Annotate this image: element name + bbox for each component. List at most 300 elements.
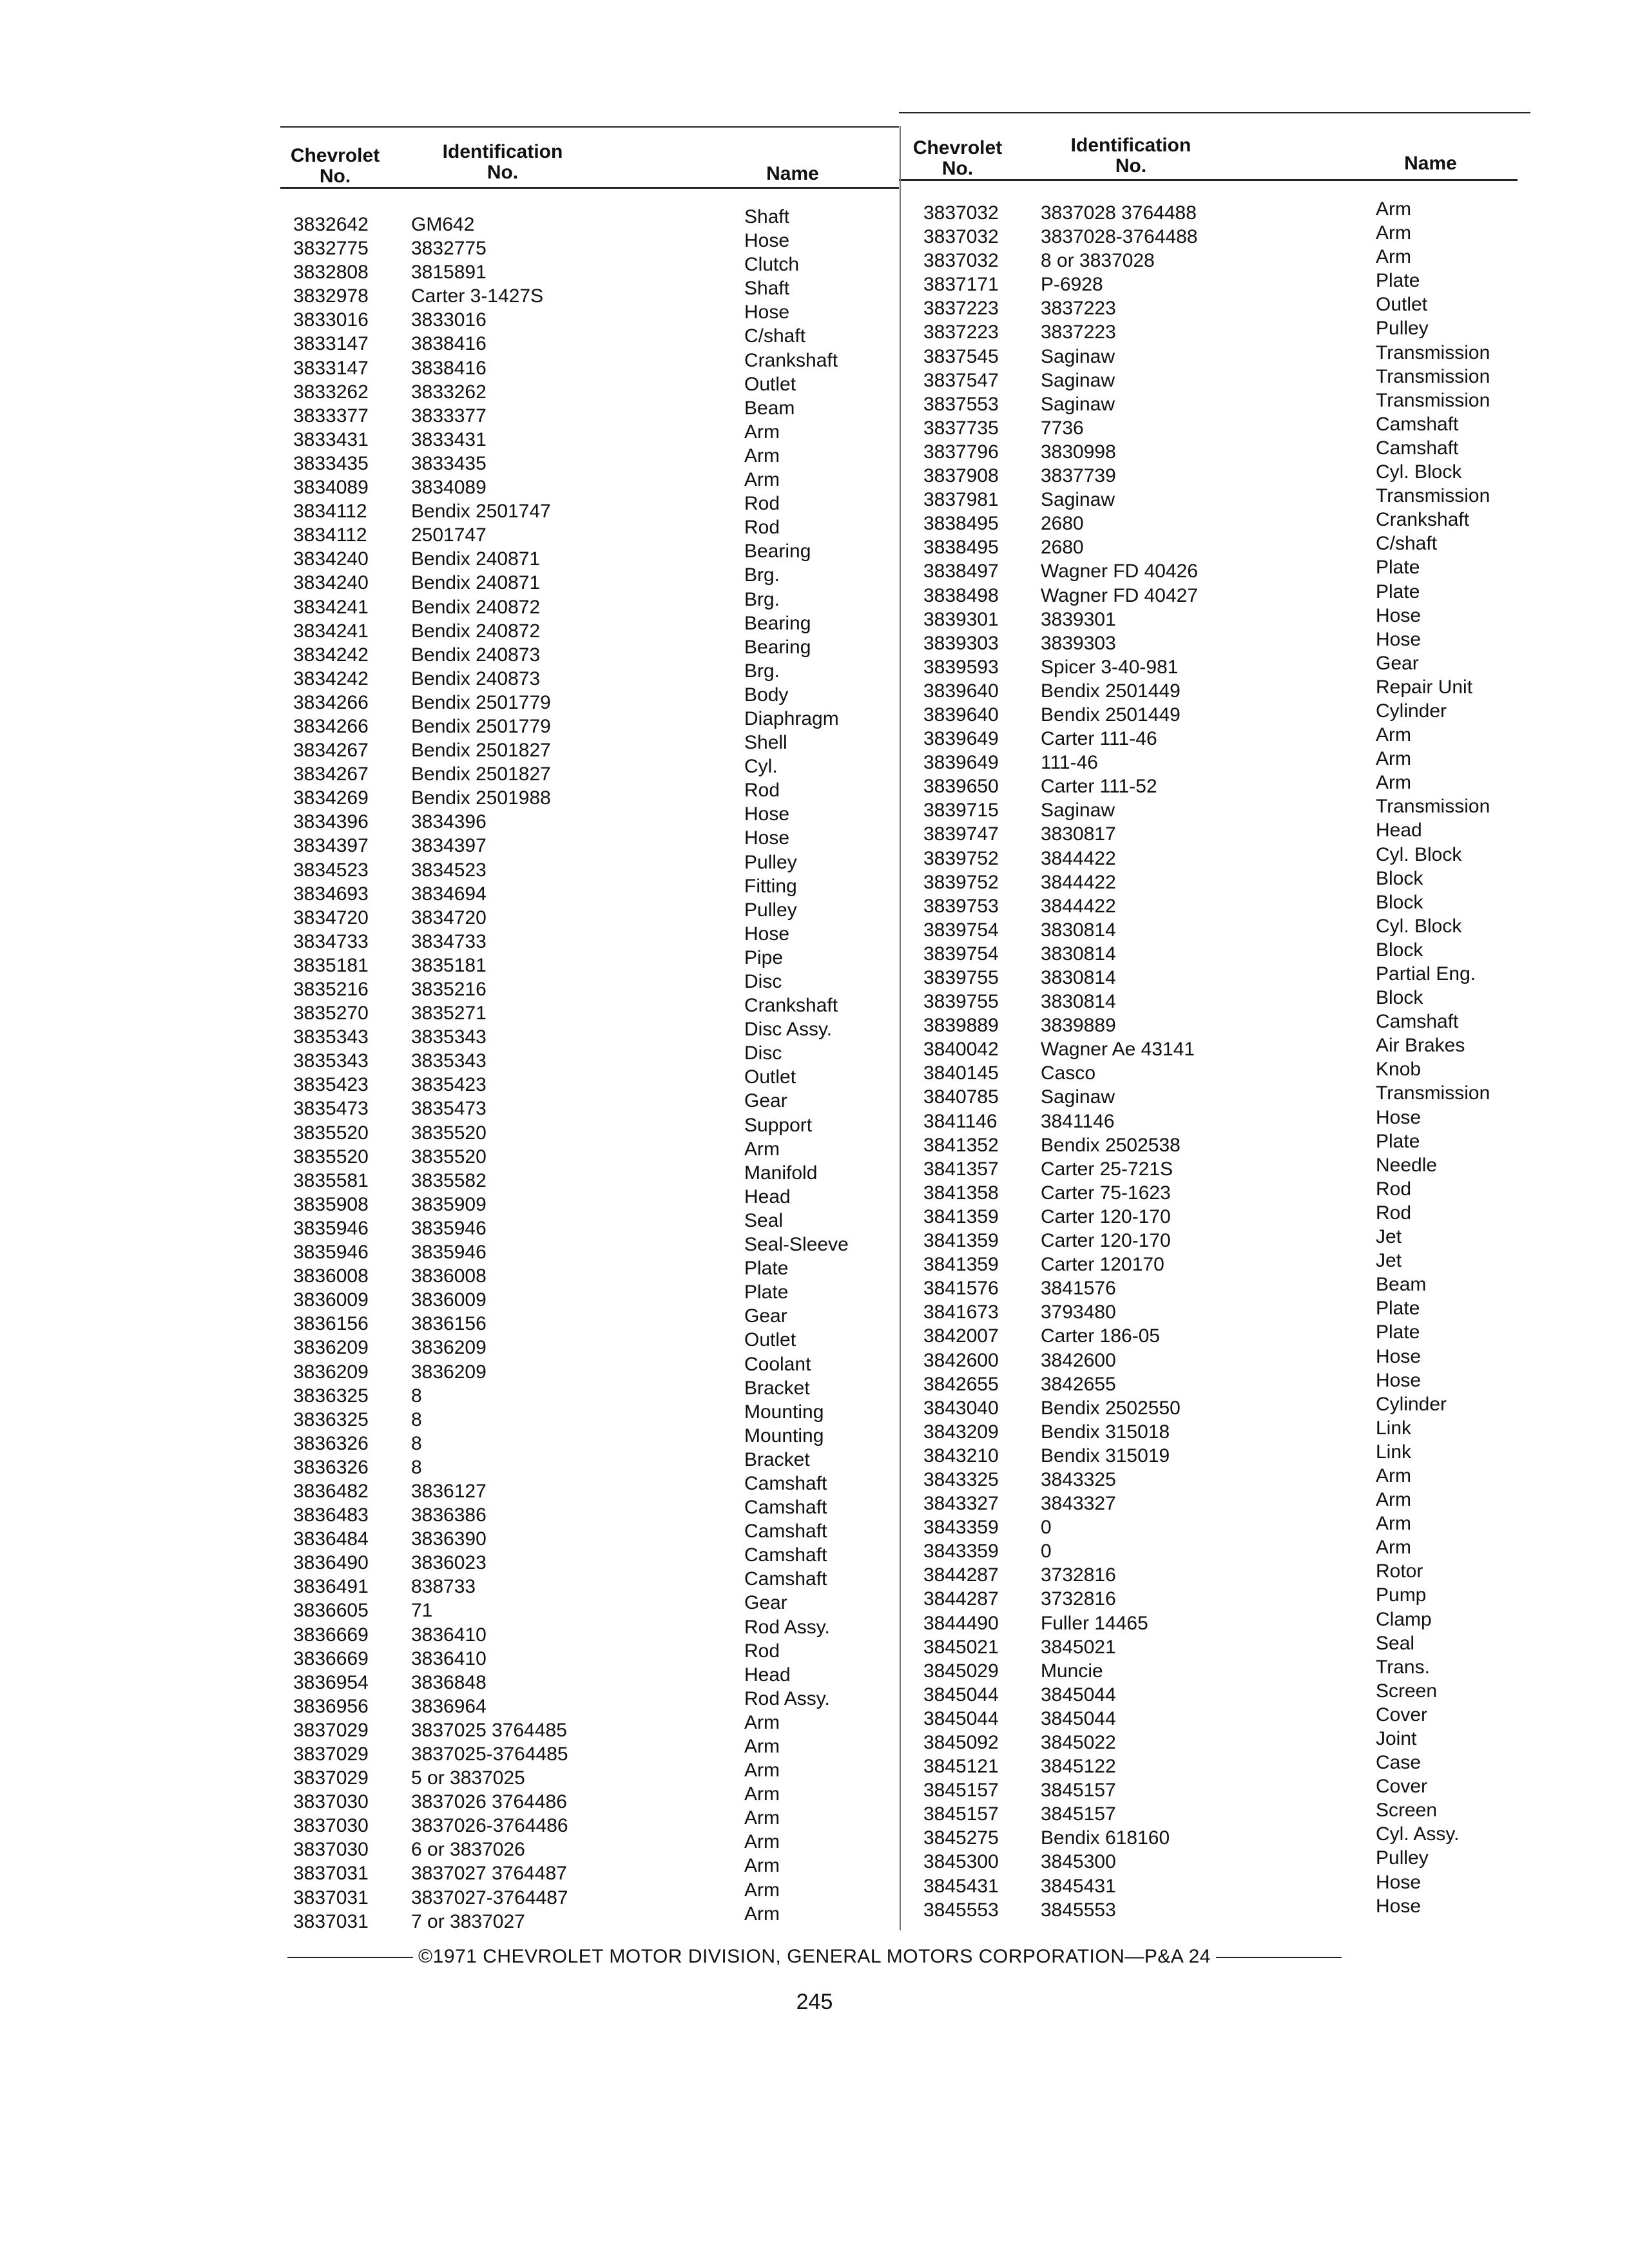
part-name-cell: Rod bbox=[744, 493, 780, 515]
identification-no-cell: 3830814 bbox=[1041, 943, 1116, 965]
chevrolet-no-cell: 3843209 bbox=[923, 1421, 999, 1443]
identification-no-cell: Saginaw bbox=[1041, 345, 1115, 367]
chevrolet-no-cell: 3837981 bbox=[923, 489, 999, 511]
identification-no-cell: Carter 120170 bbox=[1041, 1254, 1164, 1276]
part-name-cell: Coolant bbox=[744, 1353, 811, 1375]
chevrolet-no-cell: 3837908 bbox=[923, 465, 999, 487]
chevrolet-no-cell: 3843359 bbox=[923, 1541, 999, 1562]
chevrolet-no-cell: 3841576 bbox=[923, 1278, 999, 1300]
part-name-cell: Camshaft bbox=[1376, 413, 1459, 435]
left-name-column bbox=[744, 205, 849, 1926]
identification-no-cell: Bendix 2501449 bbox=[1041, 704, 1181, 726]
part-name-cell: Arm bbox=[1376, 1465, 1411, 1486]
identification-no-cell: Wagner Ae 43141 bbox=[1041, 1039, 1195, 1061]
identification-no-cell: 3838416 bbox=[411, 357, 487, 379]
identification-no-cell: 7 or 3837027 bbox=[411, 1910, 525, 1932]
header-right-chevrolet-no bbox=[900, 138, 1016, 179]
chevrolet-no-cell: 3834733 bbox=[293, 930, 369, 952]
identification-no-cell: Carter 111-46 bbox=[1041, 728, 1157, 750]
copyright-text: ©1971 CHEVROLET MOTOR DIVISION, GENERAL MOTORS CORPORATION—P&A 24 bbox=[418, 1946, 1211, 1967]
chevrolet-no-cell: 3838495 bbox=[923, 537, 999, 559]
identification-no-cell: 3732816 bbox=[1041, 1564, 1116, 1586]
chevrolet-no-cell: 3839753 bbox=[923, 895, 999, 917]
identification-no-cell: 3832775 bbox=[411, 238, 487, 260]
part-name-cell: Crankshaft bbox=[1376, 509, 1470, 531]
part-name-cell: Screen bbox=[1376, 1680, 1438, 1702]
chevrolet-no-cell: 3835581 bbox=[293, 1169, 369, 1191]
identification-no-cell: 3835473 bbox=[411, 1098, 487, 1120]
identification-no-cell: P-6928 bbox=[1041, 274, 1103, 296]
identification-no-cell: Bendix 240871 bbox=[411, 572, 541, 594]
part-name-cell: Bearing bbox=[744, 541, 811, 562]
identification-no-cell: 3836209 bbox=[411, 1337, 487, 1359]
identification-no-cell: 3837027-3764487 bbox=[411, 1887, 568, 1908]
chevrolet-no-cell: 3845021 bbox=[923, 1636, 999, 1658]
chevrolet-no-cell: 3840042 bbox=[923, 1039, 999, 1061]
identification-no-cell: 3835582 bbox=[411, 1169, 487, 1191]
identification-no-cell: 3844422 bbox=[1041, 895, 1116, 917]
header-right-identification-no bbox=[1044, 135, 1218, 177]
identification-no-cell: 3835271 bbox=[411, 1003, 487, 1024]
identification-no-cell: Bendix 2501988 bbox=[411, 787, 551, 809]
part-name-cell: Hose bbox=[1376, 628, 1422, 650]
chevrolet-no-cell: 3834267 bbox=[293, 764, 369, 785]
part-name-cell: Bearing bbox=[744, 636, 811, 658]
part-name-cell: Block bbox=[1376, 939, 1423, 961]
chevrolet-no-cell: 3836490 bbox=[293, 1552, 369, 1574]
chevrolet-no-cell: 3837545 bbox=[923, 345, 999, 367]
identification-no-cell: 3833431 bbox=[411, 428, 487, 450]
identification-no-cell: Bendix 240873 bbox=[411, 668, 541, 689]
chevrolet-no-cell: 3836954 bbox=[293, 1671, 369, 1693]
identification-no-cell: 3834396 bbox=[411, 811, 487, 833]
chevrolet-no-cell: 3835908 bbox=[293, 1193, 369, 1215]
identification-no-cell: 3833435 bbox=[411, 452, 487, 474]
chevrolet-no-cell: 3839303 bbox=[923, 632, 999, 654]
identification-no-cell: 3836009 bbox=[411, 1289, 487, 1311]
identification-no-cell: 3838416 bbox=[411, 333, 487, 355]
chevrolet-no-cell: 3837030 bbox=[293, 1815, 369, 1837]
chevrolet-no-cell: 3834240 bbox=[293, 548, 369, 570]
identification-no-cell: Bendix 2502550 bbox=[1041, 1397, 1181, 1419]
part-name-cell: Block bbox=[1376, 987, 1423, 1009]
identification-no-cell: 3845044 bbox=[1041, 1707, 1116, 1729]
identification-no-cell: Saginaw bbox=[1041, 489, 1115, 511]
chevrolet-no-cell: 3836669 bbox=[293, 1624, 369, 1646]
part-name-cell: Arm bbox=[744, 1903, 780, 1925]
identification-no-cell: Carter 120-170 bbox=[1041, 1206, 1171, 1227]
chevrolet-no-cell: 3835343 bbox=[293, 1050, 369, 1072]
identification-no-cell: Carter 3-1427S bbox=[411, 285, 544, 307]
chevrolet-no-cell: 3839650 bbox=[923, 776, 999, 798]
identification-no-cell: 3845553 bbox=[1041, 1899, 1116, 1921]
part-name-cell: Plate bbox=[1376, 581, 1420, 602]
header-text: Chevrolet bbox=[912, 137, 1003, 159]
chevrolet-no-cell: 3834242 bbox=[293, 644, 369, 666]
identification-no-cell: 838733 bbox=[411, 1576, 476, 1598]
header-left-name bbox=[741, 164, 844, 184]
chevrolet-no-cell: 3845157 bbox=[923, 1803, 999, 1825]
identification-no-cell: 3844422 bbox=[1041, 847, 1116, 869]
chevrolet-no-cell: 3837547 bbox=[923, 369, 999, 391]
part-name-cell: Arm bbox=[744, 1736, 780, 1757]
identification-no-cell: 3830814 bbox=[1041, 919, 1116, 941]
identification-no-cell: 7736 bbox=[1041, 417, 1084, 439]
chevrolet-no-cell: 3836209 bbox=[293, 1361, 369, 1383]
identification-no-cell: 3845022 bbox=[1041, 1732, 1116, 1753]
part-name-cell: Cyl. Assy. bbox=[1376, 1823, 1460, 1845]
identification-no-cell: 3845021 bbox=[1041, 1636, 1116, 1658]
part-name-cell: Outlet bbox=[744, 373, 796, 395]
chevrolet-no-cell: 3832775 bbox=[293, 238, 369, 260]
right-name-column bbox=[1376, 197, 1490, 1918]
part-name-cell: Gear bbox=[744, 1305, 787, 1327]
identification-no-cell: Bendix 2501747 bbox=[411, 501, 551, 523]
part-name-cell: Rod bbox=[1376, 1202, 1412, 1224]
part-name-cell: Seal bbox=[1376, 1632, 1415, 1654]
identification-no-cell: Carter 120-170 bbox=[1041, 1230, 1171, 1252]
part-name-cell: Clutch bbox=[744, 254, 800, 276]
chevrolet-no-cell: 3841359 bbox=[923, 1230, 999, 1252]
chevrolet-no-cell: 3841352 bbox=[923, 1134, 999, 1156]
chevrolet-no-cell: 3845157 bbox=[923, 1780, 999, 1802]
chevrolet-no-cell: 3834240 bbox=[293, 572, 369, 594]
part-name-cell: Hose bbox=[1376, 1369, 1422, 1391]
header-text: Chevrolet bbox=[290, 145, 380, 166]
part-name-cell: Manifold bbox=[744, 1162, 818, 1184]
identification-no-cell: Carter 111-52 bbox=[1041, 776, 1157, 798]
part-name-cell: Hose bbox=[1376, 1345, 1422, 1367]
chevrolet-no-cell: 3835520 bbox=[293, 1122, 369, 1144]
part-name-cell: Joint bbox=[1376, 1728, 1417, 1749]
identification-no-cell: 3835909 bbox=[411, 1193, 487, 1215]
part-name-cell: Beam bbox=[1376, 1274, 1427, 1296]
chevrolet-no-cell: 3834112 bbox=[293, 501, 367, 523]
chevrolet-no-cell: 3837031 bbox=[293, 1910, 369, 1932]
part-name-cell: Arm bbox=[744, 445, 780, 466]
chevrolet-no-cell: 3836008 bbox=[293, 1265, 369, 1287]
part-name-cell: Air Brakes bbox=[1376, 1035, 1465, 1057]
part-name-cell: Cyl. Block bbox=[1376, 461, 1462, 483]
identification-no-cell: 3834694 bbox=[411, 883, 487, 905]
identification-no-cell: 3837028-3764488 bbox=[1041, 226, 1198, 248]
identification-no-cell: Bendix 240871 bbox=[411, 548, 541, 570]
chevrolet-no-cell: 3837032 bbox=[923, 250, 999, 272]
identification-no-cell: 3845122 bbox=[1041, 1756, 1116, 1778]
part-name-cell: Plate bbox=[1376, 1298, 1420, 1320]
chevrolet-no-cell: 3834266 bbox=[293, 691, 369, 713]
part-name-cell: Fitting bbox=[744, 875, 797, 897]
part-name-cell: Arm bbox=[1376, 198, 1411, 220]
chevrolet-no-cell: 3837029 bbox=[293, 1744, 369, 1765]
identification-no-cell: 3842600 bbox=[1041, 1349, 1116, 1371]
chevrolet-no-cell: 3837796 bbox=[923, 441, 999, 463]
chevrolet-no-cell: 3835270 bbox=[293, 1003, 369, 1024]
identification-no-cell: 8 bbox=[411, 1432, 422, 1454]
identification-no-cell: 3835343 bbox=[411, 1050, 487, 1072]
chevrolet-no-cell: 3844287 bbox=[923, 1588, 999, 1610]
identification-no-cell: 3837026-3764486 bbox=[411, 1815, 568, 1837]
chevrolet-no-cell: 3839755 bbox=[923, 991, 999, 1013]
part-name-cell: Hose bbox=[1376, 1106, 1422, 1128]
identification-no-cell: 3835946 bbox=[411, 1217, 487, 1239]
chevrolet-no-cell: 3836009 bbox=[293, 1289, 369, 1311]
chevrolet-no-cell: 3832642 bbox=[293, 214, 369, 235]
chevrolet-no-cell: 3841359 bbox=[923, 1254, 999, 1276]
part-name-cell: Rod bbox=[1376, 1178, 1412, 1200]
identification-no-cell: 3830817 bbox=[1041, 823, 1116, 845]
chevrolet-no-cell: 3836484 bbox=[293, 1528, 369, 1550]
chevrolet-no-cell: 3838497 bbox=[923, 561, 999, 582]
identification-no-cell: 3830814 bbox=[1041, 967, 1116, 988]
part-name-cell: Cover bbox=[1376, 1704, 1428, 1725]
chevrolet-no-cell: 3841673 bbox=[923, 1302, 999, 1323]
identification-no-cell: 3836023 bbox=[411, 1552, 487, 1574]
chevrolet-no-cell: 3839889 bbox=[923, 1015, 999, 1037]
identification-no-cell: Bendix 2501449 bbox=[1041, 680, 1181, 702]
identification-no-cell: 3839889 bbox=[1041, 1015, 1116, 1037]
chevrolet-no-cell: 3834693 bbox=[293, 883, 369, 905]
identification-no-cell: 3834397 bbox=[411, 835, 487, 857]
part-name-cell: Pulley bbox=[1376, 318, 1429, 340]
part-name-cell: Trans. bbox=[1376, 1656, 1430, 1678]
chevrolet-no-cell: 3833016 bbox=[293, 309, 369, 331]
part-name-cell: Shaft bbox=[744, 206, 790, 227]
copyright-footer bbox=[0, 1946, 1629, 1968]
chevrolet-no-cell: 3845553 bbox=[923, 1899, 999, 1921]
part-name-cell: Jet bbox=[1376, 1226, 1402, 1248]
part-name-cell: Arm bbox=[1376, 222, 1411, 244]
chevrolet-no-cell: 3841358 bbox=[923, 1182, 999, 1204]
identification-no-cell: 3837025 3764485 bbox=[411, 1719, 567, 1741]
part-name-cell: Brg. bbox=[744, 564, 780, 586]
part-name-cell: Body bbox=[744, 684, 789, 706]
chevrolet-no-cell: 3834241 bbox=[293, 620, 369, 642]
part-name-cell: Brg. bbox=[744, 660, 780, 682]
identification-no-cell: Spicer 3-40-981 bbox=[1041, 656, 1179, 678]
column-divider bbox=[900, 126, 901, 1930]
chevrolet-no-cell: 3834396 bbox=[293, 811, 369, 833]
part-name-cell: Case bbox=[1376, 1752, 1422, 1774]
part-name-cell: Partial Eng. bbox=[1376, 963, 1476, 985]
part-name-cell: Rod Assy. bbox=[744, 1616, 830, 1638]
part-name-cell: Cyl. Block bbox=[1376, 843, 1462, 865]
chevrolet-no-cell: 3833431 bbox=[293, 428, 369, 450]
identification-no-cell: 3835423 bbox=[411, 1074, 487, 1096]
part-name-cell: Arm bbox=[744, 1711, 780, 1733]
chevrolet-no-cell: 3845044 bbox=[923, 1684, 999, 1706]
chevrolet-no-cell: 3839593 bbox=[923, 656, 999, 678]
identification-no-cell: 3835216 bbox=[411, 979, 487, 1000]
header-rule-right bbox=[899, 179, 1518, 181]
identification-no-cell: 3837028 3764488 bbox=[1041, 202, 1197, 224]
identification-no-cell: Carter 186-05 bbox=[1041, 1325, 1161, 1347]
header-text: Name bbox=[1404, 153, 1457, 174]
part-name-cell: Shell bbox=[744, 732, 787, 754]
part-name-cell: Jet bbox=[1376, 1250, 1402, 1272]
identification-no-cell: 3835181 bbox=[411, 954, 487, 976]
footer-rule-right bbox=[1216, 1957, 1342, 1958]
identification-no-cell: 2680 bbox=[1041, 513, 1084, 535]
part-name-cell: Rod bbox=[744, 1640, 780, 1662]
identification-no-cell: 8 bbox=[411, 1456, 422, 1478]
chevrolet-no-cell: 3837553 bbox=[923, 393, 999, 415]
identification-no-cell: 3837026 3764486 bbox=[411, 1791, 567, 1813]
part-name-cell: Transmission bbox=[1376, 341, 1490, 363]
part-name-cell: Camshaft bbox=[744, 1521, 827, 1542]
chevrolet-no-cell: 3837030 bbox=[293, 1839, 369, 1861]
chevrolet-no-cell: 3835343 bbox=[293, 1026, 369, 1048]
chevrolet-no-cell: 3835520 bbox=[293, 1146, 369, 1168]
identification-no-cell: 3834523 bbox=[411, 859, 487, 881]
part-name-cell: Gear bbox=[744, 1090, 787, 1112]
chevrolet-no-cell: 3836669 bbox=[293, 1648, 369, 1669]
part-name-cell: Plate bbox=[744, 1258, 789, 1280]
part-name-cell: Crankshaft bbox=[744, 349, 838, 371]
identification-no-cell: 3837739 bbox=[1041, 465, 1116, 487]
part-name-cell: Transmission bbox=[1376, 389, 1490, 411]
part-name-cell: Hose bbox=[1376, 1895, 1422, 1917]
chevrolet-no-cell: 3843327 bbox=[923, 1493, 999, 1515]
part-name-cell: Link bbox=[1376, 1417, 1412, 1439]
chevrolet-no-cell: 3834269 bbox=[293, 787, 369, 809]
part-name-cell: Arm bbox=[744, 1855, 780, 1877]
chevrolet-no-cell: 3839301 bbox=[923, 608, 999, 630]
identification-no-cell: 3833016 bbox=[411, 309, 487, 331]
identification-no-cell: 8 or 3837028 bbox=[1041, 250, 1155, 272]
chevrolet-no-cell: 3836605 bbox=[293, 1600, 369, 1622]
part-name-cell: Cyl. Block bbox=[1376, 915, 1462, 937]
identification-no-cell: Bendix 315018 bbox=[1041, 1421, 1170, 1443]
part-name-cell: Gear bbox=[1376, 652, 1419, 674]
part-name-cell: Rod Assy. bbox=[744, 1687, 830, 1709]
part-name-cell: Plate bbox=[1376, 270, 1420, 292]
chevrolet-no-cell: 3839747 bbox=[923, 823, 999, 845]
chevrolet-no-cell: 3833147 bbox=[293, 333, 369, 355]
identification-no-cell: 3815891 bbox=[411, 262, 487, 284]
chevrolet-no-cell: 3839754 bbox=[923, 919, 999, 941]
identification-no-cell: Wagner FD 40426 bbox=[1041, 561, 1199, 582]
identification-no-cell: 3835343 bbox=[411, 1026, 487, 1048]
chevrolet-no-cell: 3837032 bbox=[923, 226, 999, 248]
identification-no-cell: 3835946 bbox=[411, 1242, 487, 1264]
chevrolet-no-cell: 3836483 bbox=[293, 1504, 369, 1526]
part-name-cell: Disc Assy. bbox=[744, 1019, 833, 1041]
identification-no-cell: 3836848 bbox=[411, 1671, 487, 1693]
identification-no-cell: 3841146 bbox=[1041, 1110, 1115, 1132]
chevrolet-no-cell: 3836326 bbox=[293, 1432, 369, 1454]
chevrolet-no-cell: 3836491 bbox=[293, 1576, 369, 1598]
chevrolet-no-cell: 3836156 bbox=[293, 1313, 369, 1335]
chevrolet-no-cell: 3842600 bbox=[923, 1349, 999, 1371]
part-name-cell: Plate bbox=[744, 1282, 789, 1303]
chevrolet-no-cell: 3839649 bbox=[923, 752, 999, 774]
chevrolet-no-cell: 3835473 bbox=[293, 1098, 369, 1120]
part-name-cell: Arm bbox=[744, 1760, 780, 1782]
identification-no-cell: 3841576 bbox=[1041, 1278, 1116, 1300]
part-name-cell: Plate bbox=[1376, 557, 1420, 579]
chevrolet-no-cell: 3834241 bbox=[293, 596, 369, 618]
chevrolet-no-cell: 3838495 bbox=[923, 513, 999, 535]
chevrolet-no-cell: 3845121 bbox=[923, 1756, 999, 1778]
part-name-cell: Arm bbox=[1376, 1513, 1411, 1535]
part-name-cell: Needle bbox=[1376, 1154, 1438, 1176]
chevrolet-no-cell: 3838498 bbox=[923, 584, 999, 606]
part-name-cell: Rod bbox=[744, 517, 780, 539]
identification-no-cell: 3837027 3764487 bbox=[411, 1863, 567, 1885]
part-name-cell: Hose bbox=[744, 803, 790, 825]
chevrolet-no-cell: 3835181 bbox=[293, 954, 369, 976]
chevrolet-no-cell: 3833147 bbox=[293, 357, 369, 379]
chevrolet-no-cell: 3837029 bbox=[293, 1719, 369, 1741]
part-name-cell: Arm bbox=[1376, 772, 1411, 794]
chevrolet-no-cell: 3832978 bbox=[293, 285, 369, 307]
identification-no-cell: 3836386 bbox=[411, 1504, 487, 1526]
identification-no-cell: 3833377 bbox=[411, 405, 487, 427]
identification-no-cell: GM642 bbox=[411, 214, 475, 235]
part-name-cell: Seal bbox=[744, 1209, 784, 1231]
identification-no-cell: 3843325 bbox=[1041, 1468, 1116, 1490]
identification-no-cell: Bendix 2501779 bbox=[411, 691, 551, 713]
part-name-cell: Arm bbox=[1376, 748, 1411, 770]
identification-no-cell: 3836964 bbox=[411, 1695, 487, 1717]
identification-no-cell: 3836008 bbox=[411, 1265, 487, 1287]
page-number: 245 bbox=[796, 1990, 833, 2014]
identification-no-cell: 3837025-3764485 bbox=[411, 1744, 568, 1765]
identification-no-cell: 3835520 bbox=[411, 1146, 487, 1168]
chevrolet-no-cell: 3839754 bbox=[923, 943, 999, 965]
part-name-cell: Outlet bbox=[744, 1329, 796, 1351]
part-name-cell: Screen bbox=[1376, 1800, 1438, 1821]
identification-no-cell: 3839301 bbox=[1041, 608, 1116, 630]
identification-no-cell: Saginaw bbox=[1041, 369, 1115, 391]
part-name-cell: Camshaft bbox=[1376, 437, 1459, 459]
part-name-cell: Pulley bbox=[744, 899, 797, 921]
chevrolet-no-cell: 3843325 bbox=[923, 1468, 999, 1490]
part-name-cell: Cyl. bbox=[744, 756, 778, 778]
part-name-cell: C/shaft bbox=[744, 325, 806, 347]
identification-no-cell: Saginaw bbox=[1041, 1086, 1115, 1108]
identification-no-cell: Bendix 2501779 bbox=[411, 715, 551, 737]
header-text: Identification bbox=[1070, 135, 1191, 156]
identification-no-cell: 111-46 bbox=[1041, 752, 1098, 774]
chevrolet-no-cell: 3835423 bbox=[293, 1074, 369, 1096]
header-left-chevrolet-no bbox=[277, 146, 393, 187]
right-identification-no-column bbox=[1041, 201, 1198, 1922]
chevrolet-no-cell: 3845300 bbox=[923, 1851, 999, 1873]
part-name-cell: Camshaft bbox=[744, 1472, 827, 1494]
part-name-cell: Knob bbox=[1376, 1059, 1422, 1081]
identification-no-cell: Casco bbox=[1041, 1062, 1096, 1084]
identification-no-cell: 3839303 bbox=[1041, 632, 1116, 654]
part-name-cell: Arm bbox=[744, 1783, 780, 1805]
chevrolet-no-cell: 3845092 bbox=[923, 1732, 999, 1753]
part-name-cell: Block bbox=[1376, 867, 1423, 889]
chevrolet-no-cell: 3833377 bbox=[293, 405, 369, 427]
part-name-cell: Disc bbox=[744, 971, 782, 992]
chevrolet-no-cell: 3833435 bbox=[293, 452, 369, 474]
part-name-cell: Camshaft bbox=[744, 1544, 827, 1566]
identification-no-cell: 3835520 bbox=[411, 1122, 487, 1144]
header-left-identification-no bbox=[419, 142, 586, 183]
part-name-cell: Arm bbox=[1376, 724, 1411, 746]
header-text: No. bbox=[319, 166, 351, 187]
chevrolet-no-cell: 3840145 bbox=[923, 1062, 999, 1084]
identification-no-cell: 2680 bbox=[1041, 537, 1084, 559]
chevrolet-no-cell: 3835946 bbox=[293, 1217, 369, 1239]
chevrolet-no-cell: 3845029 bbox=[923, 1660, 999, 1682]
part-name-cell: Crankshaft bbox=[744, 995, 838, 1017]
